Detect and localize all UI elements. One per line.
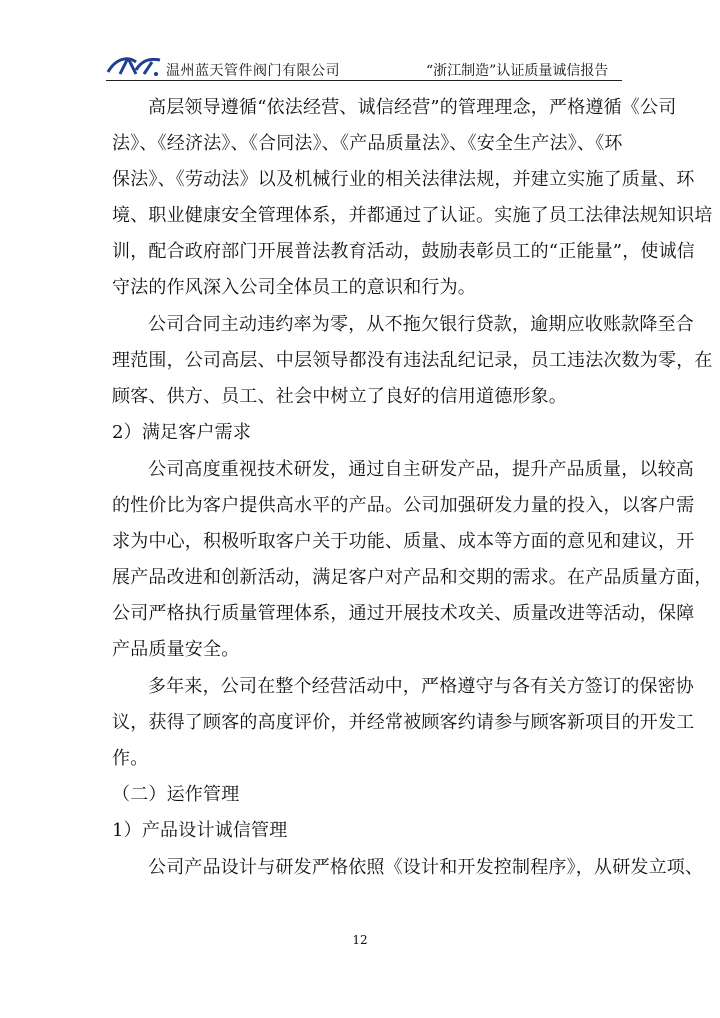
body-line: 的性价比为客户提供高水平的产品。公司加强研发力量的投入，以客户需 (112, 495, 695, 516)
body-line: 公司严格执行质量管理体系，通过开展技术攻关、质量改进等活动，保障 (112, 603, 695, 624)
body-line: 议，获得了顾客的高度评价，并经常被顾客约请参与顾客新项目的开发工 (112, 712, 695, 733)
body-line: 公司合同主动违约率为零，从不拖欠银行贷款，逾期应收账款降至合 (148, 314, 694, 335)
body-line: 训，配合政府部门开展普法教育活动，鼓励表彰员工的“正能量”，使诚信 (112, 241, 696, 262)
page-number: 12 (352, 933, 368, 947)
body-line: 公司高度重视技术研发，通过自主研发产品，提升产品质量，以较高 (148, 459, 694, 480)
body-line: 理范围，公司高层、中层领导都没有违法乱纪记录，员工违法次数为零，在 (112, 350, 713, 371)
body-line: 境、职业健康安全管理体系，并都通过了认证。实施了员工法律法规知识培 (112, 205, 713, 226)
body-line: 作。 (112, 748, 149, 769)
body-line: 高层领导遵循“依法经营、诚信经营”的管理理念，严格遵循《公司 (148, 97, 677, 118)
body-line: 保法》、《劳动法》以及机械行业的相关法律法规，并建立实施了质量、环 (112, 169, 695, 190)
header-rule (106, 80, 622, 81)
page-header (106, 52, 626, 78)
company-logo (106, 52, 162, 78)
body-line: 产品质量安全。 (112, 639, 240, 660)
body-line: 守法的作风深入公司全体员工的意识和行为。 (112, 277, 476, 298)
section-heading: 2）满足客户需求 (112, 422, 252, 443)
body-line: 多年来，公司在整个经营活动中，严格遵守与各有关方签订的保密协 (148, 676, 694, 697)
body-line: 求为中心，积极听取客户关于功能、质量、成本等方面的意见和建议，开 (112, 531, 695, 552)
section-heading: 1）产品设计诚信管理 (112, 820, 288, 841)
body-line: 顾客、供方、员工、社会中树立了良好的信用道德形象。 (112, 386, 567, 407)
body-line: 法》、《经济法》、《合同法》、《产品质量法》、《安全生产法》、《环 (112, 133, 623, 154)
section-heading: （二）运作管理 (112, 784, 240, 805)
company-name: 温州蓝天管件阀门有限公司 (166, 63, 340, 79)
body-line: 展产品改进和创新活动，满足客户对产品和交期的需求。在产品质量方面， (112, 567, 713, 588)
body-line: 公司产品设计与研发严格依照《设计和开发控制程序》，从研发立项、 (148, 857, 704, 878)
report-title: “浙江制造”认证质量诚信报告 (426, 63, 609, 79)
